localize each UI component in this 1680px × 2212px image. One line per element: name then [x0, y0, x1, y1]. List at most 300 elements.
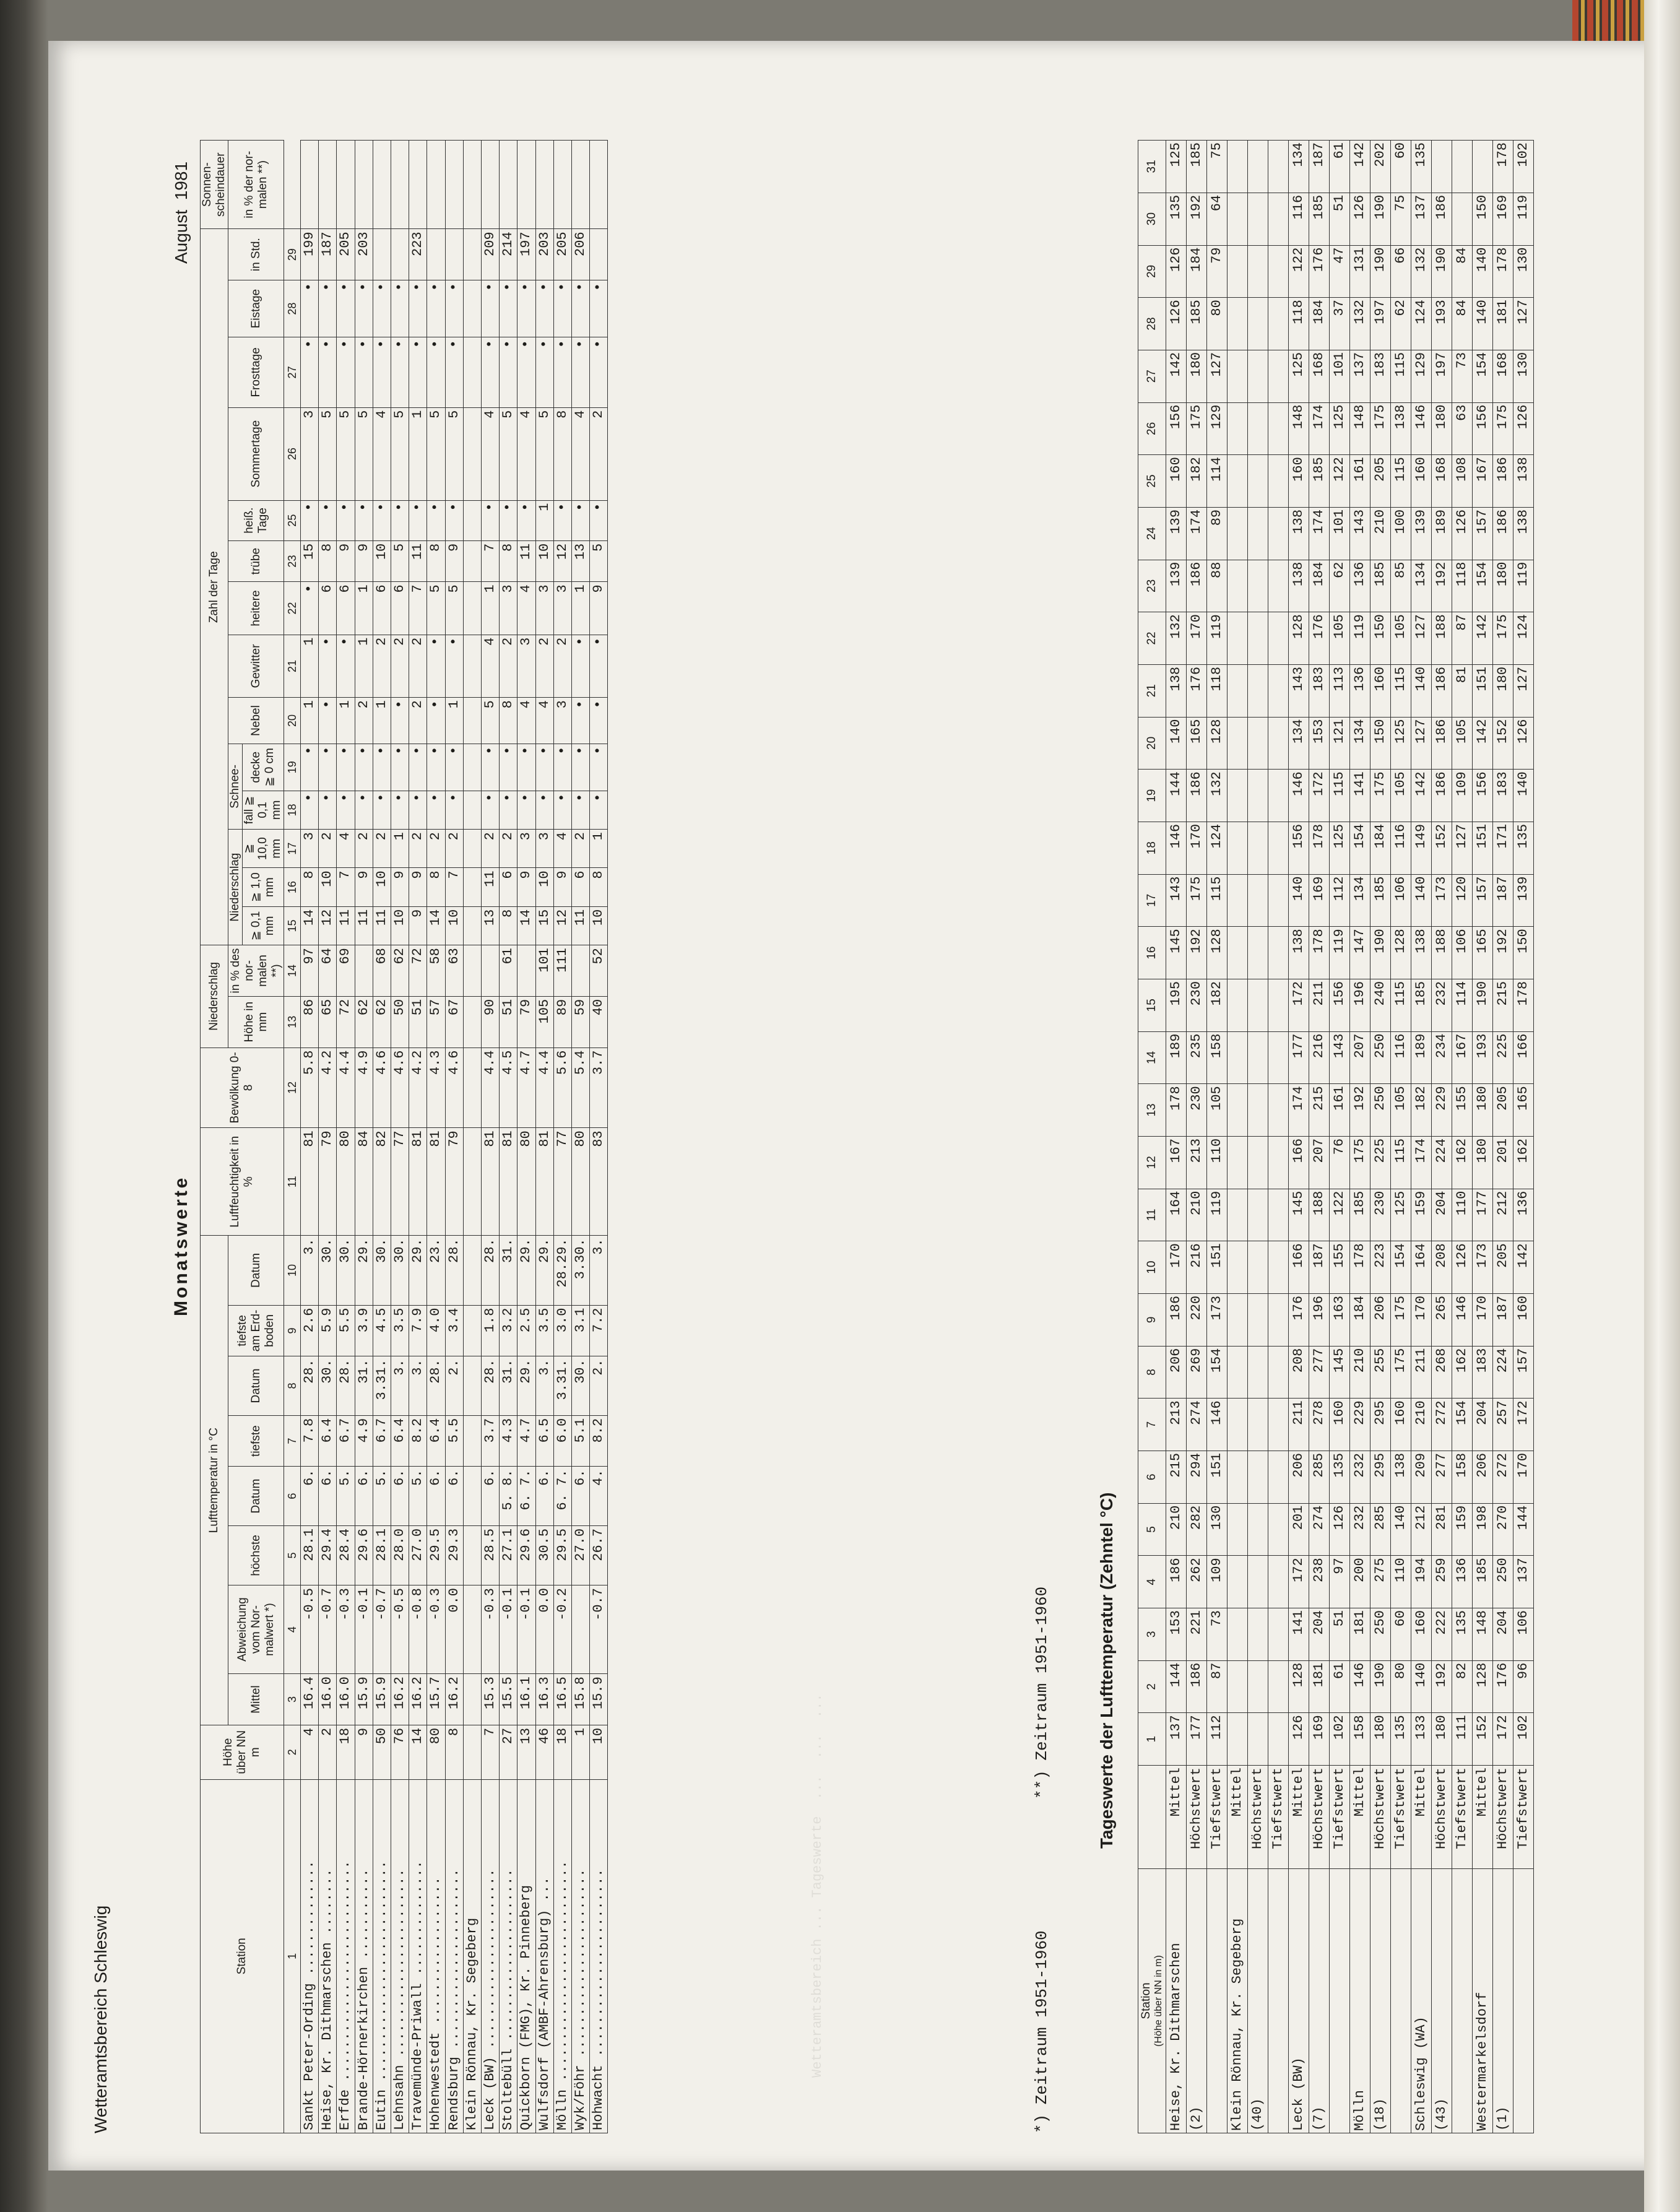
cell-ne: 3 [553, 698, 571, 744]
station-name: Klein Rönnau, Kr. Segeberg [463, 1779, 481, 2133]
cell-n3: 2 [355, 830, 373, 868]
cell-ei: • [427, 280, 445, 337]
daily-value: 114 [1452, 979, 1473, 1031]
cell-ed: 28. [445, 1236, 463, 1305]
daily-value: 134 [1289, 717, 1309, 770]
daily-value: 110 [1391, 1556, 1411, 1608]
daily-value: 150 [1473, 193, 1493, 245]
cell-ns: 65 [319, 996, 337, 1047]
cell-np [482, 945, 500, 997]
daily-value: 115 [1391, 1136, 1411, 1189]
station-name: Rendsburg ...................... [445, 1779, 463, 2133]
value-kind: Höchstwert [1248, 1766, 1268, 1869]
cell-tx: 6.7 [337, 1415, 355, 1467]
cell-sp [572, 141, 590, 229]
daily-value: 250 [1370, 1608, 1391, 1660]
daily-value: 210 [1166, 1503, 1187, 1556]
cell-n2: 9 [517, 868, 535, 906]
cell-bw: 5.4 [572, 1047, 590, 1128]
cell-eb: 7.9 [409, 1305, 427, 1356]
cell-m: 16.2 [409, 1674, 427, 1725]
column-number: 11 [284, 1128, 301, 1236]
daily-value: 187 [1309, 141, 1330, 193]
cell-tx: 6.5 [535, 1415, 553, 1467]
cell-hd: 6. [445, 1467, 463, 1525]
daily-value [1248, 1031, 1268, 1084]
daily-value: 172 [1289, 979, 1309, 1031]
cell-ht: • [355, 500, 373, 540]
daily-value [1228, 612, 1248, 665]
cell-ns: 51 [500, 996, 517, 1047]
daily-value: 145 [1166, 927, 1187, 979]
cell-eb: 3.5 [535, 1305, 553, 1356]
daily-value: 124 [1513, 612, 1534, 665]
daily-value [1268, 1503, 1289, 1556]
daily-value: 135 [1411, 141, 1432, 193]
daily-value [1248, 822, 1268, 874]
cell-ge: 2 [500, 635, 517, 697]
column-number: 19 [284, 744, 301, 791]
daily-value: 190 [1432, 245, 1452, 298]
cell-fr: • [391, 337, 409, 408]
cell-n2: 6 [572, 868, 590, 906]
station-name: Eutin ........................... [373, 1779, 391, 2133]
daily-value: 111 [1452, 1713, 1473, 1766]
cell-ns: 62 [355, 996, 373, 1047]
daily-value: 105 [1391, 1084, 1411, 1137]
cell-he: 6 [373, 582, 391, 635]
cell-ss [391, 229, 409, 280]
cell-tx: 6.7 [373, 1415, 391, 1467]
daily-value: 182 [1187, 455, 1207, 508]
daily-value: 161 [1350, 455, 1370, 508]
daily-value: 281 [1432, 1503, 1452, 1556]
daily-value [1228, 193, 1248, 245]
daily-value: 156 [1166, 402, 1187, 455]
cell-ge: 1 [301, 635, 319, 697]
cell-lf: 81 [500, 1128, 517, 1236]
daily-value: 178 [1166, 1084, 1187, 1137]
cell-ns: 86 [301, 996, 319, 1047]
cell-fr: • [590, 337, 608, 408]
value-kind: Tiefstwert [1513, 1766, 1534, 1869]
daily-value: 128 [1207, 717, 1228, 770]
daily-value: 159 [1411, 1189, 1432, 1241]
daily-value: 205 [1493, 1241, 1513, 1294]
daily-value: 143 [1289, 664, 1309, 717]
daily-value: 187 [1493, 1293, 1513, 1346]
daily-value: 122 [1330, 455, 1350, 508]
cell-ab: -0.3 [337, 1585, 355, 1674]
daily-value: 63 [1452, 402, 1473, 455]
cell-n1: 10 [590, 906, 608, 945]
cell-ns: 72 [337, 996, 355, 1047]
cell-n3: 2 [409, 830, 427, 868]
cell-tx: 6.4 [427, 1415, 445, 1467]
daily-value: 173 [1207, 1293, 1228, 1346]
cell-sp [482, 141, 500, 229]
cell-ge: • [337, 635, 355, 697]
cell-td: 3. [535, 1356, 553, 1415]
cell-n2 [463, 868, 481, 906]
cell-n3: 3 [535, 830, 553, 868]
daily-value: 121 [1330, 717, 1350, 770]
cell-td: 31. [500, 1356, 517, 1415]
column-number: 9 [284, 1305, 301, 1356]
daily-value: 133 [1411, 1713, 1432, 1766]
daily-value: 175 [1187, 874, 1207, 927]
daily-value: 139 [1513, 874, 1534, 927]
day-header: 26 [1138, 402, 1166, 455]
daily-value [1268, 193, 1289, 245]
daily-value: 189 [1411, 1031, 1432, 1084]
daily-value [1268, 402, 1289, 455]
group-sunshine: Sonnen-scheindauer [201, 141, 228, 229]
station-name: Leck (BW) [1289, 1869, 1309, 2133]
cell-bw: 4.9 [355, 1047, 373, 1128]
cell-ge: 3 [517, 635, 535, 697]
cell-tx: 3.7 [482, 1415, 500, 1467]
cell-ht: • [590, 500, 608, 540]
daily-value: 158 [1350, 1713, 1370, 1766]
cell-n3: 2 [373, 830, 391, 868]
daily-value: 146 [1166, 822, 1187, 874]
cell-hd: 5. 8. [500, 1467, 517, 1525]
daily-value: 174 [1411, 1136, 1432, 1189]
cell-ge: • [319, 635, 337, 697]
daily-value: 190 [1370, 927, 1391, 979]
cell-n3: 2 [319, 830, 337, 868]
daily-value: 126 [1513, 717, 1534, 770]
day-header: 9 [1138, 1293, 1166, 1346]
station-name: Brande-Hörnerkirchen ........... [355, 1779, 373, 2133]
cell-h: 80 [427, 1725, 445, 1779]
daily-value: 162 [1513, 1136, 1534, 1189]
daily-value: 206 [1166, 1346, 1187, 1399]
daily-value: 213 [1166, 1399, 1187, 1451]
daily-value: 192 [1187, 193, 1207, 245]
col-ground-date: Datum [228, 1236, 284, 1305]
daily-value [1248, 193, 1268, 245]
daily-table-title: Tageswerte der Lufttemperatur (Zehntel °C) [1097, 1492, 1116, 1849]
daily-value: 210 [1370, 507, 1391, 560]
daily-value: 230 [1187, 1084, 1207, 1137]
daily-value: 60 [1391, 1608, 1411, 1660]
daily-value: 195 [1166, 979, 1187, 1031]
cell-sp [535, 141, 553, 229]
daily-value: 186 [1187, 560, 1207, 612]
day-header: 27 [1138, 350, 1166, 402]
daily-value: 138 [1289, 927, 1309, 979]
cell-sp [301, 141, 319, 229]
daily-value [1268, 1451, 1289, 1503]
daily-value: 208 [1432, 1241, 1452, 1294]
col-deviation: Abweichung vom Nor-malwert *) [228, 1585, 284, 1674]
daily-value: 216 [1187, 1241, 1207, 1294]
daily-value: 186 [1166, 1293, 1187, 1346]
daily-value [1452, 141, 1473, 193]
cell-ht [463, 500, 481, 540]
cell-hd: 6. 7. [517, 1467, 535, 1525]
table-row [1370, 141, 1391, 2133]
cell-n3: 1 [391, 830, 409, 868]
daily-value: 140 [1473, 245, 1493, 298]
daily-value: 194 [1411, 1556, 1432, 1608]
cell-bw: 4.6 [445, 1047, 463, 1128]
daily-value: 166 [1289, 1136, 1309, 1189]
cell-td: 2. [445, 1356, 463, 1415]
daily-value: 211 [1411, 1346, 1432, 1399]
cell-ab: -0.8 [409, 1585, 427, 1674]
cell-ei: • [482, 280, 500, 337]
daily-value: 138 [1391, 1451, 1411, 1503]
station-name: (7) [1309, 1869, 1330, 2133]
daily-value: 126 [1330, 1503, 1350, 1556]
cell-hx: 30.5 [535, 1525, 553, 1585]
daily-value: 113 [1330, 664, 1350, 717]
cell-tr: 7 [482, 540, 500, 582]
daily-value [1268, 1608, 1289, 1660]
daily-value: 160 [1370, 664, 1391, 717]
daily-value: 152 [1432, 822, 1452, 874]
cell-ht: • [500, 500, 517, 540]
daily-value: 148 [1473, 1608, 1493, 1660]
daily-value: 277 [1432, 1451, 1452, 1503]
cell-eb: 3.0 [553, 1305, 571, 1356]
col-sun-hours: in Std. [228, 229, 284, 280]
station-name: Sankt Peter-Ording .............. [301, 1779, 319, 2133]
daily-value: 138 [1513, 455, 1534, 508]
daily-value: 143 [1350, 507, 1370, 560]
day-header: 25 [1138, 455, 1166, 508]
daily-value: 157 [1513, 1346, 1534, 1399]
daily-value: 238 [1309, 1556, 1330, 1608]
daily-value: 178 [1513, 979, 1534, 1031]
cell-ss: 214 [500, 229, 517, 280]
cell-tx: 8.2 [409, 1415, 427, 1467]
daily-value: 96 [1513, 1660, 1534, 1713]
station-name: (2) [1187, 1869, 1207, 2133]
cell-sd: • [409, 744, 427, 791]
value-kind: Höchstwert [1370, 1766, 1391, 1869]
cell-ei: • [301, 280, 319, 337]
cell-eb: 5.5 [337, 1305, 355, 1356]
column-number: 5 [284, 1525, 301, 1585]
daily-value: 274 [1187, 1399, 1207, 1451]
daily-value: 85 [1391, 560, 1411, 612]
column-number: 20 [284, 698, 301, 744]
daily-value: 110 [1452, 1189, 1473, 1241]
cell-m: 16.0 [337, 1674, 355, 1725]
daily-value: 160 [1411, 455, 1432, 508]
daily-value: 119 [1330, 927, 1350, 979]
cell-td: 30. [319, 1356, 337, 1415]
daily-value: 154 [1207, 1346, 1228, 1399]
cell-np: 101 [535, 945, 553, 997]
daily-value: 170 [1473, 1293, 1493, 1346]
daily-value: 135 [1513, 822, 1534, 874]
cell-lf: 83 [590, 1128, 608, 1236]
table-row [319, 141, 337, 2133]
daily-value: 129 [1207, 402, 1228, 455]
station-name: Mölln [1350, 1869, 1370, 2133]
daily-value: 84 [1452, 298, 1473, 350]
cell-tr: 8 [319, 540, 337, 582]
day-header: 2 [1138, 1660, 1166, 1713]
daily-value: 181 [1350, 1608, 1370, 1660]
cell-m: 15.9 [355, 1674, 373, 1725]
value-kind: Mittel [1350, 1766, 1370, 1869]
daily-value [1248, 612, 1268, 665]
table-row [590, 141, 608, 2133]
daily-value: 172 [1309, 770, 1330, 822]
cell-he: 6 [337, 582, 355, 635]
day-header: 14 [1138, 1031, 1166, 1084]
daily-value [1228, 298, 1248, 350]
daily-value: 206 [1370, 1293, 1391, 1346]
cell-ei: • [553, 280, 571, 337]
cell-ei: • [572, 280, 590, 337]
daily-value: 215 [1166, 1451, 1187, 1503]
cell-sf: • [445, 791, 463, 829]
daily-value: 220 [1187, 1293, 1207, 1346]
station-name: (43) [1432, 1869, 1452, 2133]
daily-value: 232 [1432, 979, 1452, 1031]
cell-m: 16.2 [391, 1674, 409, 1725]
table-row [1452, 141, 1473, 2133]
cell-ns: 40 [590, 996, 608, 1047]
daily-value [1248, 1241, 1268, 1294]
daily-value [1228, 1031, 1248, 1084]
daily-value: 140 [1411, 1660, 1432, 1713]
table-row [535, 141, 553, 2133]
daily-value: 143 [1166, 874, 1187, 927]
table-row [1493, 141, 1513, 2133]
cell-m: 15.9 [590, 1674, 608, 1725]
daily-value: 206 [1289, 1451, 1309, 1503]
daily-value: 192 [1432, 560, 1452, 612]
daily-value [1228, 874, 1248, 927]
value-kind: Mittel [1411, 1766, 1432, 1869]
cell-ab: -0.7 [590, 1585, 608, 1674]
daily-value: 186 [1493, 455, 1513, 508]
station-name: Klein Rönnau, Kr. Segeberg [1228, 1869, 1248, 2133]
daily-value: 126 [1289, 1713, 1309, 1766]
daily-value: 145 [1330, 1346, 1350, 1399]
daily-value: 207 [1309, 1136, 1330, 1189]
daily-value: 139 [1166, 507, 1187, 560]
table-row [445, 141, 463, 2133]
bleed-through: Wetteramtsbereich ... Tageswerte ... ... ... [810, 1693, 825, 2078]
daily-value: 277 [1309, 1346, 1330, 1399]
daily-value: 188 [1432, 612, 1452, 665]
cell-ht: • [391, 500, 409, 540]
table-row [1268, 141, 1289, 2133]
daily-value: 66 [1391, 245, 1411, 298]
station-header: Station [1140, 1982, 1153, 2019]
daily-value: 105 [1330, 612, 1350, 665]
daily-value: 250 [1493, 1556, 1513, 1608]
daily-value: 160 [1391, 1399, 1411, 1451]
daily-value: 189 [1432, 507, 1452, 560]
cell-sf: • [391, 791, 409, 829]
value-kind: Höchstwert [1493, 1766, 1513, 1869]
daily-value: 73 [1452, 350, 1473, 402]
column-number: 27 [284, 337, 301, 408]
rotated-page-content [48, 41, 1652, 2171]
daily-value: 188 [1309, 1189, 1330, 1241]
day-header: 22 [1138, 612, 1166, 665]
table-row [500, 141, 517, 2133]
daily-value: 154 [1391, 1241, 1411, 1294]
daily-value: 159 [1452, 1503, 1473, 1556]
table-row [1166, 141, 1187, 2133]
cell-n3: 2 [482, 830, 500, 868]
cell-tx: 4.3 [500, 1415, 517, 1467]
cell-sf: • [409, 791, 427, 829]
daily-value: 185 [1187, 298, 1207, 350]
daily-value: 212 [1493, 1189, 1513, 1241]
cell-bw: 4.2 [319, 1047, 337, 1128]
daily-value: 137 [1411, 193, 1432, 245]
daily-value: 174 [1309, 507, 1330, 560]
cell-ht: • [319, 500, 337, 540]
daily-value: 122 [1330, 1189, 1350, 1241]
cell-sp [319, 141, 337, 229]
daily-value: 177 [1289, 1031, 1309, 1084]
daily-value: 192 [1432, 1660, 1452, 1713]
cell-bw: 4.7 [517, 1047, 535, 1128]
daily-value: 125 [1391, 1189, 1411, 1241]
daily-value: 151 [1207, 1241, 1228, 1294]
daily-value [1228, 560, 1248, 612]
cell-n1 [463, 906, 481, 945]
daily-value: 240 [1370, 979, 1391, 1031]
daily-value: 154 [1350, 822, 1370, 874]
daily-value: 170 [1411, 1293, 1432, 1346]
cell-ht: 1 [535, 500, 553, 540]
daily-value: 229 [1432, 1084, 1452, 1137]
footnote-1: *) Zeitraum 1951-1960 [1033, 1930, 1051, 2133]
cell-ht: • [445, 500, 463, 540]
cell-hd: 6. [427, 1467, 445, 1525]
cell-hd: 6. [355, 1467, 373, 1525]
cell-hx: 27.0 [409, 1525, 427, 1585]
cell-hd: 5. [409, 1467, 427, 1525]
daily-value: 173 [1473, 1241, 1493, 1294]
cell-m: 16.0 [319, 1674, 337, 1725]
group-air-temperature: Lufttemperatur in °C [201, 1236, 228, 1725]
daily-value: 160 [1166, 455, 1187, 508]
daily-value: 115 [1391, 455, 1411, 508]
daily-value: 167 [1473, 455, 1493, 508]
cell-td: 28. [427, 1356, 445, 1415]
col-hot-days: heiß. Tage [228, 500, 284, 540]
daily-value: 75 [1391, 193, 1411, 245]
cell-n2: 9 [409, 868, 427, 906]
cell-ss [590, 229, 608, 280]
cell-hx: 28.4 [337, 1525, 355, 1585]
page-edge [1644, 0, 1680, 2212]
daily-value: 126 [1166, 245, 1187, 298]
col-sun-percent: in % der nor-malen **) [228, 141, 284, 229]
daily-value: 257 [1493, 1399, 1513, 1451]
group-precip-days: Niederschlag [228, 830, 243, 945]
daily-value [1268, 507, 1289, 560]
daily-value: 130 [1513, 350, 1534, 402]
cell-sf [463, 791, 481, 829]
daily-value: 180 [1473, 1136, 1493, 1189]
